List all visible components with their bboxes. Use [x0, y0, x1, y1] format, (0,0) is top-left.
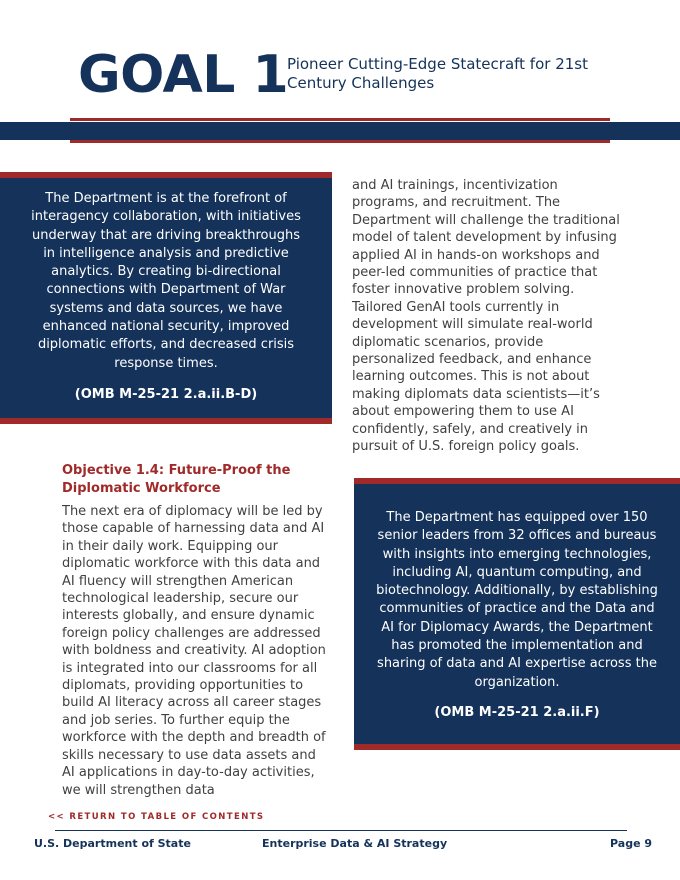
- goal-subtitle: Pioneer Cutting-Edge Statecraft for 21st Century Challenges: [287, 55, 588, 92]
- callout-bottom-bar: [354, 744, 680, 750]
- page-number: Page 9: [610, 837, 653, 850]
- header-rule-bottom: [70, 140, 610, 143]
- right-column-text: and AI trainings, incentivization programs, and recruitment. The Department will challenge the traditional model of talent development by infusing applied AI in hands-on workshops and peer-led communities of practice that foster innovative problem solving. Tailored GenAI tools currently in development will simulate real-world diplomatic scenarios, provide personalized feedback, and enhance learning outcomes. This is not about making diplomats data scientists—it’s about empowering them to use AI confidently, safely, and creatively in pursuit of U.S. foreign policy goals.: [352, 178, 620, 455]
- footer-rule: [55, 830, 627, 831]
- footer-department: U.S. Department of State: [34, 837, 191, 850]
- callout-box-senior-leaders: [354, 478, 680, 750]
- objective-body-text: The next era of diplomacy will be led by those capable of harnessing data and AI in their daily work. Equipping our diplomatic workforce with this data and AI fluency will strengthen American technological leadership, secure our interests globally, and ensure dynamic foreign policy challenges are addressed with boldness and creativity. AI adoption is integrated into our classrooms for all diplomats, providing opportunities to build AI literacy across all career stages and job series. To further equip the workforce with the depth and breadth of skills necessary to use data assets and AI applications in day-to-day activities, we will strengthen data: [62, 504, 326, 798]
- callout-citation: (OMB M-25-21 2.a.ii.F): [434, 705, 600, 720]
- callout-top-bar: [354, 478, 680, 484]
- return-to-toc-link[interactable]: << RETURN TO TABLE OF CONTENTS: [48, 812, 265, 822]
- callout-top-bar: [0, 172, 332, 178]
- objective-heading: Objective 1.4: Future-Proof the Diplomatic Workforce: [62, 463, 291, 496]
- callout-box-interagency: [0, 172, 332, 424]
- callout-citation: (OMB M-25-21 2.a.ii.B-D): [74, 387, 258, 402]
- goal-title: GOAL 1: [78, 45, 289, 105]
- header-band: [0, 122, 680, 140]
- footer-document-title: Enterprise Data & AI Strategy: [262, 837, 448, 850]
- callout-body: The Department has equipped over 150 senior leaders from 32 offices and bureaus with insights into emerging technologies, including AI, quantum computing, and biotechnology. Additionally, by establishing communities of practice and the Data and AI for Diplomacy Awards, the Department has promoted the implementation and sharing of data and AI expertise across the organization.: [376, 510, 658, 690]
- callout-bottom-bar: [0, 418, 332, 424]
- header-rule-top: [70, 118, 610, 121]
- callout-body: The Department is at the forefront of interagency collaboration, with initiatives underway that are driving breakthroughs in intelligence analysis and predictive analytics. By creating bi-directional connections with Department of War systems and data sources, we have enhanced national security, improved diplomatic efforts, and decreased crisis response times.: [31, 191, 301, 371]
